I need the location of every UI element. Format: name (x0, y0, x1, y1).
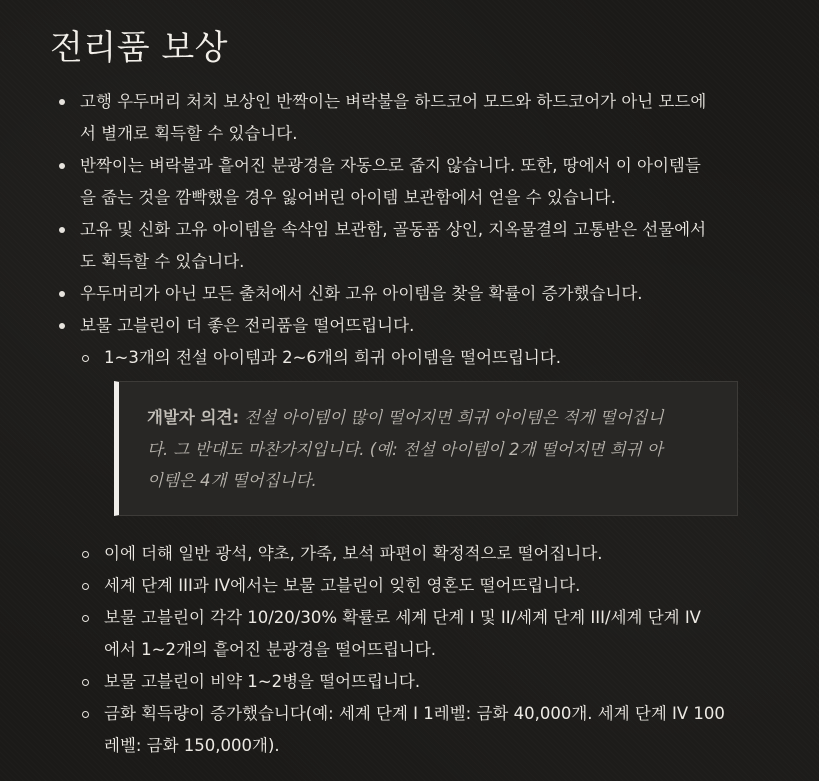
developer-note-text (147, 402, 737, 497)
bullet-item (0, 86, 819, 150)
bullet-text-line: 서 별개로 획득할 수 있습니다. (80, 124, 298, 143)
sub-bullet-item (0, 602, 819, 666)
bullet-circle-icon (82, 583, 89, 590)
bullet-circle-icon (82, 551, 89, 558)
bullet-disc-icon (59, 163, 65, 169)
bullet-text-line: 우두머리가 아닌 모든 출처에서 신화 고유 아이템을 찾을 확률이 증가했습니다. (80, 284, 643, 303)
bullet-circle-icon (82, 679, 89, 686)
bullet-text-line: 고유 및 신화 고유 아이템을 속삭임 보관함, 골동품 상인, 지옥물결의 고통받은 선물에서 (80, 220, 707, 239)
main-bullet-list (0, 86, 819, 374)
bullet-text-line: 도 획득할 수 있습니다. (80, 252, 245, 271)
bullet-item (0, 278, 819, 310)
sub-bullet-item (0, 698, 819, 762)
bullet-text-line: 을 줍는 것을 깜빡했을 경우 잃어버린 아이템 보관함에서 얻을 수 있습니다. (80, 188, 616, 207)
bullet-disc-icon (59, 323, 65, 329)
bullet-text-line: 반짝이는 벼락불과 흩어진 분광경을 자동으로 줍지 않습니다. 또한, 땅에서 이 아이템들 (80, 156, 701, 175)
bullet-circle-icon (82, 711, 89, 718)
developer-note-box (114, 381, 738, 516)
developer-note-line: 다. 그 반대도 마찬가지입니다. (예: 전설 아이템이 2개 떨어지면 희귀 아 (147, 439, 663, 459)
bullet-circle-icon (82, 355, 89, 362)
sub-bullet-item (0, 342, 819, 374)
sub-bullet-text-line: 레벨: 금화 150,000개). (104, 736, 280, 755)
sub-bullet-text-line: 에서 1~2개의 흩어진 분광경을 떨어뜨립니다. (104, 640, 437, 659)
sub-bullet-text-line: 세계 단계 III과 IV에서는 보물 고블린이 잊힌 영혼도 떨어뜨립니다. (104, 576, 581, 595)
sub-bullet-text-line: 이에 더해 일반 광석, 약초, 가죽, 보석 파편이 확정적으로 떨어집니다. (104, 544, 603, 563)
sub-bullet-text-line: 보물 고블린이 비약 1~2병을 떨어뜨립니다. (104, 672, 421, 691)
bullet-text-line: 고행 우두머리 처치 보상인 반짝이는 벼락불을 하드코어 모드와 하드코어가 아닌 모드에 (80, 92, 707, 111)
bullet-item (0, 310, 819, 342)
section-title: 전리품 보상 (50, 28, 229, 68)
bullet-disc-icon (59, 99, 65, 105)
bullet-disc-icon (59, 227, 65, 233)
developer-note-label: 개발자 의견: (147, 408, 240, 427)
sub-bullet-text-line: 금화 획득량이 증가했습니다(예: 세계 단계 I 1레벨: 금화 40,000개. 세계 단계 IV 100 (104, 704, 725, 723)
sub-bullet-item (0, 538, 819, 570)
developer-note-line: 전설 아이템이 많이 떨어지면 희귀 아이템은 적게 떨어집니 (239, 408, 664, 427)
bullet-disc-icon (59, 291, 65, 297)
sub-bullet-text-line: 보물 고블린이 각각 10/20/30% 확률로 세계 단계 I 및 II/세계 단계 III/세계 단계 IV (104, 608, 701, 627)
sub-bullet-text-line: 1~3개의 전설 아이템과 2~6개의 희귀 아이템을 떨어뜨립니다. (104, 348, 562, 367)
sub-bullet-item (0, 570, 819, 602)
sub-bullet-item (0, 666, 819, 698)
bullet-item (0, 214, 819, 278)
sub-bullet-list (0, 538, 819, 762)
developer-note-line: 이템은 4개 떨어집니다. (147, 471, 317, 490)
bullet-item (0, 150, 819, 214)
bullet-text-line: 보물 고블린이 더 좋은 전리품을 떨어뜨립니다. (80, 316, 415, 335)
bullet-circle-icon (82, 615, 89, 622)
